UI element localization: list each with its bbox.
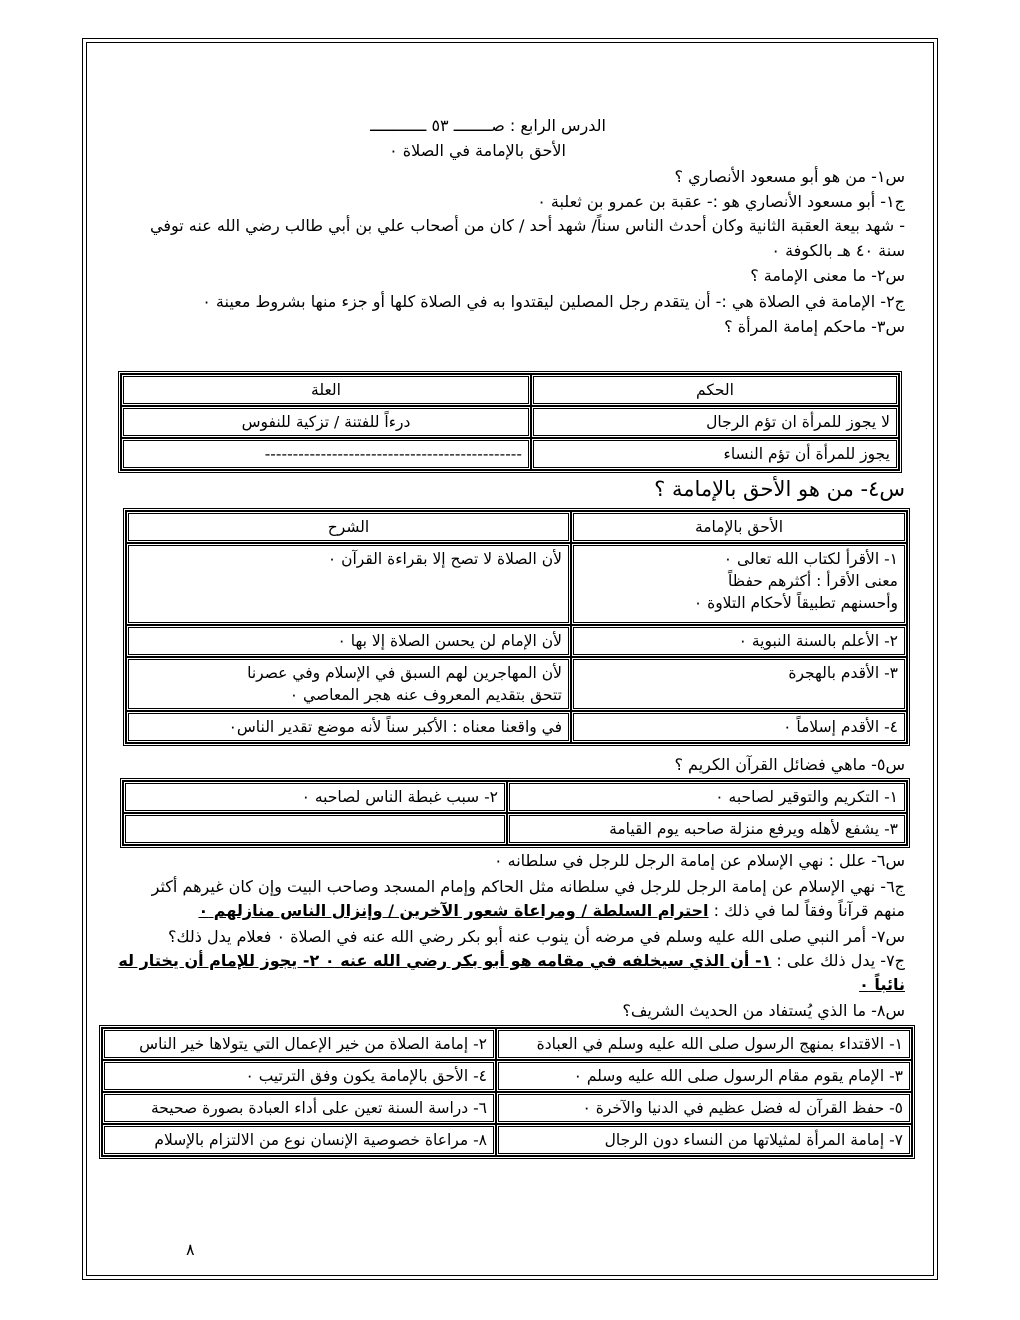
q3-header-ruling: الحكم [531,374,899,406]
q4-cell: ٤- الأقدم إسلاماً ٠ [571,711,907,743]
q8-question: س٨- ما الذي يُستفاد من الحديث الشريف؟ [622,1001,905,1020]
q3-cell: درءاً للفتنة / تزكية للنفوس [121,406,531,438]
q5-table [120,778,910,848]
q1-answer-line1: ج١- أبو مسعود الأنصاري هو :- عقبة بن عمرو بن ثعلبة ٠ [537,192,905,211]
q8-table [99,1025,915,1159]
q2-answer: ج٢- الإمامة في الصلاة هي :- أن يتقدم رجل المصلين ليقتدوا به في الصلاة كلها أو جزء منها بشروط معينة ٠ [202,292,905,311]
q6-answer-line1: ج٦- نهي الإسلام عن إمامة الرجل للرجل في سلطانه مثل الحاكم وإمام المسجد وصاحب البيت وإن كان غيرهم أكثر [151,877,905,896]
q4-header-most-deserving: الأحق بالإمامة [571,511,907,543]
q5-cell: ٢- سبب غبطة الناس لصاحبه ٠ [123,781,507,813]
q8-cell: ٦- دراسة السنة تعين على أداء العبادة بصورة صحيحة [102,1092,496,1124]
q8-cell: ٤- الأحق بالإمامة يكون وفق الترتيب ٠ [102,1060,496,1092]
q8-cell: ١- الاقتداء بمنهج الرسول صلى الله عليه وسلم في العبادة [496,1028,912,1060]
q4-cell: ٣- الأقدم بالهجرة [571,657,907,711]
q4-cell: ٢- الأعلم بالسنة النبوية ٠ [571,625,907,657]
q2-question: س٢- ما معنى الإمامة ؟ [750,266,905,285]
q3-table [118,371,902,473]
q4-table [123,508,910,746]
q6-answer-emphasis: احترام السلطة / ومراعاة شعور الآخرين / وإنزال الناس منازلهم ٠ [198,901,709,920]
q4-cell: لأن المهاجرين لهم السبق في الإسلام وفي عصرنا تتحق بتقديم المعروف عنه هجر المعاصي ٠ [126,657,571,711]
q8-cell: ٧- إمامة المرأة لمثيلاتها من النساء دون الرجال [496,1124,912,1156]
q7-question: س٧- أمر النبي صلى الله عليه وسلم في مرضه أن ينوب عنه أبو بكر رضي الله عنه في الصلاة ٠ فعلام يدل ذلك؟ [167,927,905,946]
q1-answer-line2: - شهد بيعة العقبة الثانية وكان أحدث الناس سناً/ شهد أحد / كان من أصحاب علي بن أبي طالب رضي الله عنه توفي [150,216,905,235]
q3-question: س٣- ماحكم إمامة المرأة ؟ [724,317,905,336]
q1-answer-line3: سنة ٤٠ هـ بالكوفة ٠ [771,241,905,260]
q8-cell: ٢- إمامة الصلاة من خير الإعمال التي يتولاها خير الناس [102,1028,496,1060]
q3-cell: ---------------------------------------------- [121,438,531,470]
q5-question: س٥- ماهي فضائل القرآن الكريم ؟ [674,755,905,774]
q3-header-reason: العلة [121,374,531,406]
lesson-subtitle: الأحق بالإمامة في الصلاة ٠ [389,141,566,160]
q7-answer-continuation: نائباً ٠ [859,975,905,994]
q5-cell: ١- التكريم والتوقير لصاحبه ٠ [507,781,907,813]
q1-question: س١- من هو أبو مسعود الأنصاري ؟ [674,167,905,186]
q8-cell: ٨- مراعاة خصوصية الإنسان نوع من الالتزام بالإسلام [102,1124,496,1156]
q5-cell: ٣- يشفع لأهله ويرفع منزلة صاحبه يوم القيامة [507,813,907,845]
lesson-title: الدرس الرابع : صــــــــ ٥٣ ــــــــــــ [370,116,606,135]
q3-cell: يجوز للمرأة أن تؤم النساء [531,438,899,470]
q8-cell: ٣- الإمام يقوم مقام الرسول صلى الله عليه وسلم ٠ [496,1060,912,1092]
q4-cell: في واقعنا معناه : الأكبر سناً لأنه موضع تقدير الناس٠ [126,711,571,743]
q4-cell: لأن الإمام لن يحسن الصلاة إلا بها ٠ [126,625,571,657]
q7-answer-emphasis: ١- أن الذي سيخلفه في مقامه هو أبو بكر رضي الله عنه ٠ ٢- يجوز للإمام أن يختار له [118,951,772,970]
q8-cell: ٥- حفظ القرآن له فضل عظيم في الدنيا والآخرة ٠ [496,1092,912,1124]
q4-question: س٤- من هو الأحق بالإمامة ؟ [654,477,905,501]
page-number: ٨ [186,1240,195,1259]
q6-question: س٦- علل : نهي الإسلام عن إمامة الرجل للرجل في سلطانه ٠ [493,851,905,870]
q6-answer-line2: منهم قرآناً وفقاً لما في ذلك : احترام السلطة / ومراعاة شعور الآخرين / وإنزال الناس منازلهم ٠ [198,901,905,920]
q4-cell: لأن الصلاة لا تصح إلا بقراءة القرآن ٠ [126,543,571,625]
q5-cell [123,813,507,845]
q7-answer: ج٧- يدل ذلك على : ١- أن الذي سيخلفه في مقامه هو أبو بكر رضي الله عنه ٠ ٢- يجوز للإمام أن يختار له [118,951,905,970]
q4-cell: ١- الأقرأ لكتاب الله تعالى ٠ معنى الأقرأ : أكثرهم حفظاً وأحسنهم تطبيقاً لأحكام التلاوة ٠ [571,543,907,625]
q3-cell: لا يجوز للمرأة ان تؤم الرجال [531,406,899,438]
q4-header-explanation: الشرح [126,511,571,543]
